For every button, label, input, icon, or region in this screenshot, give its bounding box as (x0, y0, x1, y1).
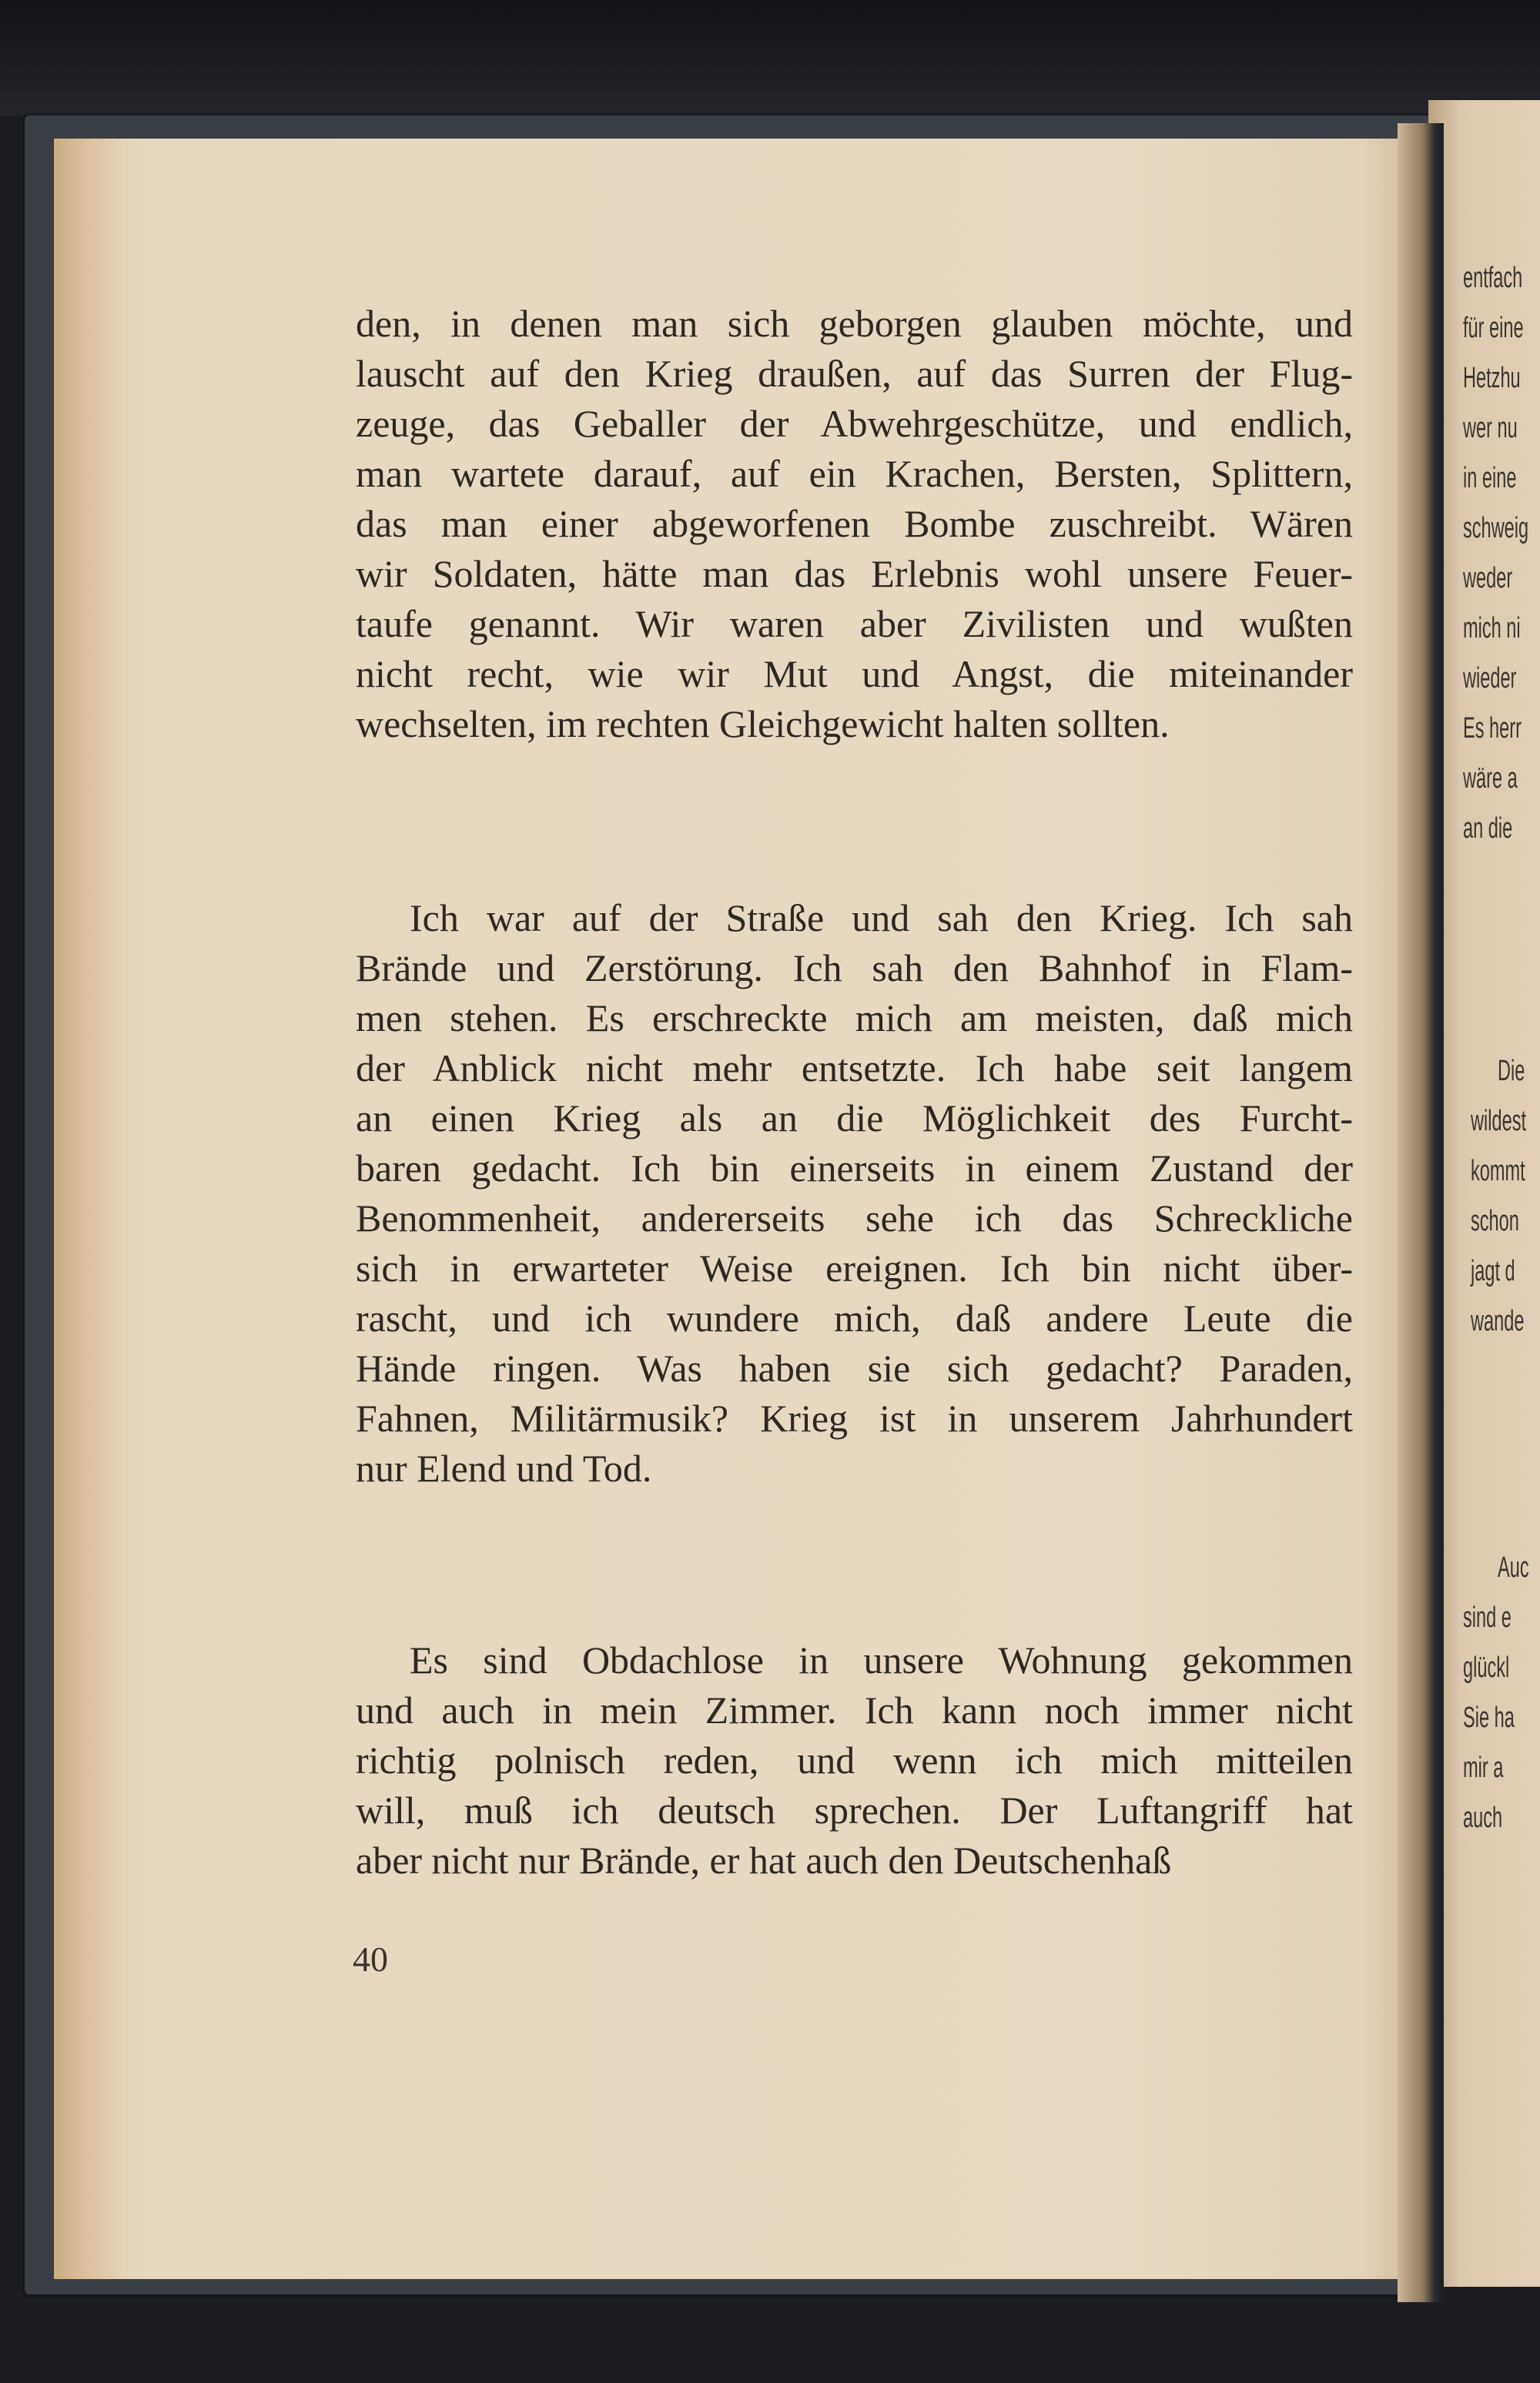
facing-page-fragment: wildest (1471, 1105, 1527, 1137)
text-line: Hände ringen. Was haben sie sich gedacht? Paraden, (356, 1347, 1353, 1390)
text-line: will, muß ich deutsch sprechen. Der Luftangriff hat (356, 1789, 1353, 1832)
facing-page-fragment: sind e (1463, 1601, 1512, 1634)
book-gutter (1398, 123, 1444, 2302)
facing-page-fragment: entfach (1463, 262, 1523, 294)
facing-page-fragment: jagt d (1471, 1255, 1515, 1287)
paragraph-2 (356, 893, 1353, 1494)
facing-page-fragment: auch (1463, 1802, 1503, 1834)
text-line: taufe genannt. Wir waren aber Zivilisten und wußten (356, 602, 1353, 645)
text-line: zeuge, das Geballer der Abwehrgeschütze, und endlich, (356, 402, 1353, 445)
facing-page-fragment: in eine (1463, 462, 1517, 494)
text-line: an einen Krieg als an die Möglichkeit des Furcht- (356, 1096, 1353, 1140)
facing-page-fragment: schon (1471, 1205, 1519, 1237)
facing-page-fragment: wieder (1463, 662, 1517, 694)
text-line: den, in denen man sich geborgen glauben möchte, und (356, 302, 1353, 345)
paragraph-3 (356, 1635, 1353, 1886)
text-line: das man einer abgeworfenen Bombe zuschreibt. Wären (356, 502, 1353, 545)
text-line: nicht recht, wie wir Mut und Angst, die miteinander (356, 652, 1353, 695)
facing-page-fragment: mir a (1463, 1752, 1504, 1784)
text-line: Benommenheit, andererseits sehe ich das Schreckliche (356, 1197, 1353, 1240)
paragraph-1 (356, 299, 1353, 749)
facing-page-fragment: an die (1463, 812, 1513, 845)
text-line: baren gedacht. Ich bin einerseits in einem Zustand der (356, 1146, 1353, 1190)
facing-page-fragment: wande (1471, 1305, 1525, 1337)
text-line: Brände und Zerstörung. Ich sah den Bahnhof in Flam- (356, 946, 1353, 989)
text-line: Ich war auf der Straße und sah den Krieg. Ich sah (410, 896, 1353, 939)
text-line: der Anblick nicht mehr entsetzte. Ich habe seit langem (356, 1046, 1353, 1089)
text-line: lauscht auf den Krieg draußen, auf das Surren der Flug- (356, 352, 1353, 395)
text-line: und auch in mein Zimmer. Ich kann noch immer nicht (356, 1689, 1353, 1732)
text-line: wir Soldaten, hätte man das Erlebnis wohl unsere Feuer- (356, 552, 1353, 595)
table-backdrop (0, 0, 1540, 115)
text-line: nur Elend und Tod. (356, 1447, 652, 1490)
text-line: Fahnen, Militärmusik? Krieg ist in unserem Jahrhundert (356, 1397, 1353, 1440)
text-line: richtig polnisch reden, und wenn ich mich mitteilen (356, 1739, 1353, 1782)
page-number: 40 (353, 1940, 388, 1979)
text-line: sich in erwarteter Weise ereignen. Ich bin nicht über- (356, 1247, 1353, 1290)
facing-page-fragment: glückl (1463, 1652, 1510, 1684)
text-line: Es sind Obdachlose in unsere Wohnung gekommen (410, 1638, 1353, 1682)
facing-page-fragment: mich ni (1463, 612, 1521, 644)
facing-page-fragment: wäre a (1463, 762, 1518, 795)
text-line: men stehen. Es erschreckte mich am meisten, daß mich (356, 996, 1353, 1039)
page-edge-shading (54, 139, 123, 2279)
facing-page-fragment: weder (1463, 562, 1513, 594)
text-line: man wartete darauf, auf ein Krachen, Bersten, Splittern, (356, 452, 1353, 495)
facing-page-fragment: Es herr (1463, 712, 1522, 745)
facing-page-fragment: Hetzhu (1463, 362, 1521, 394)
text-line: wechselten, im rechten Gleichgewicht halten sollten. (356, 702, 1170, 745)
facing-page-fragment: Die (1498, 1055, 1525, 1087)
facing-page-fragment: schweig (1463, 512, 1529, 544)
facing-page-fragment: Auc (1498, 1551, 1529, 1584)
facing-page-fragment: Sie ha (1463, 1702, 1515, 1734)
facing-page-fragment: kommt (1471, 1155, 1525, 1187)
text-line: aber nicht nur Brände, er hat auch den Deutschenhaß (356, 1839, 1172, 1882)
text-line: rascht, und ich wundere mich, daß andere Leute die (356, 1297, 1353, 1340)
facing-page-fragment: wer nu (1463, 412, 1518, 444)
facing-page-fragment: für eine (1463, 312, 1524, 344)
